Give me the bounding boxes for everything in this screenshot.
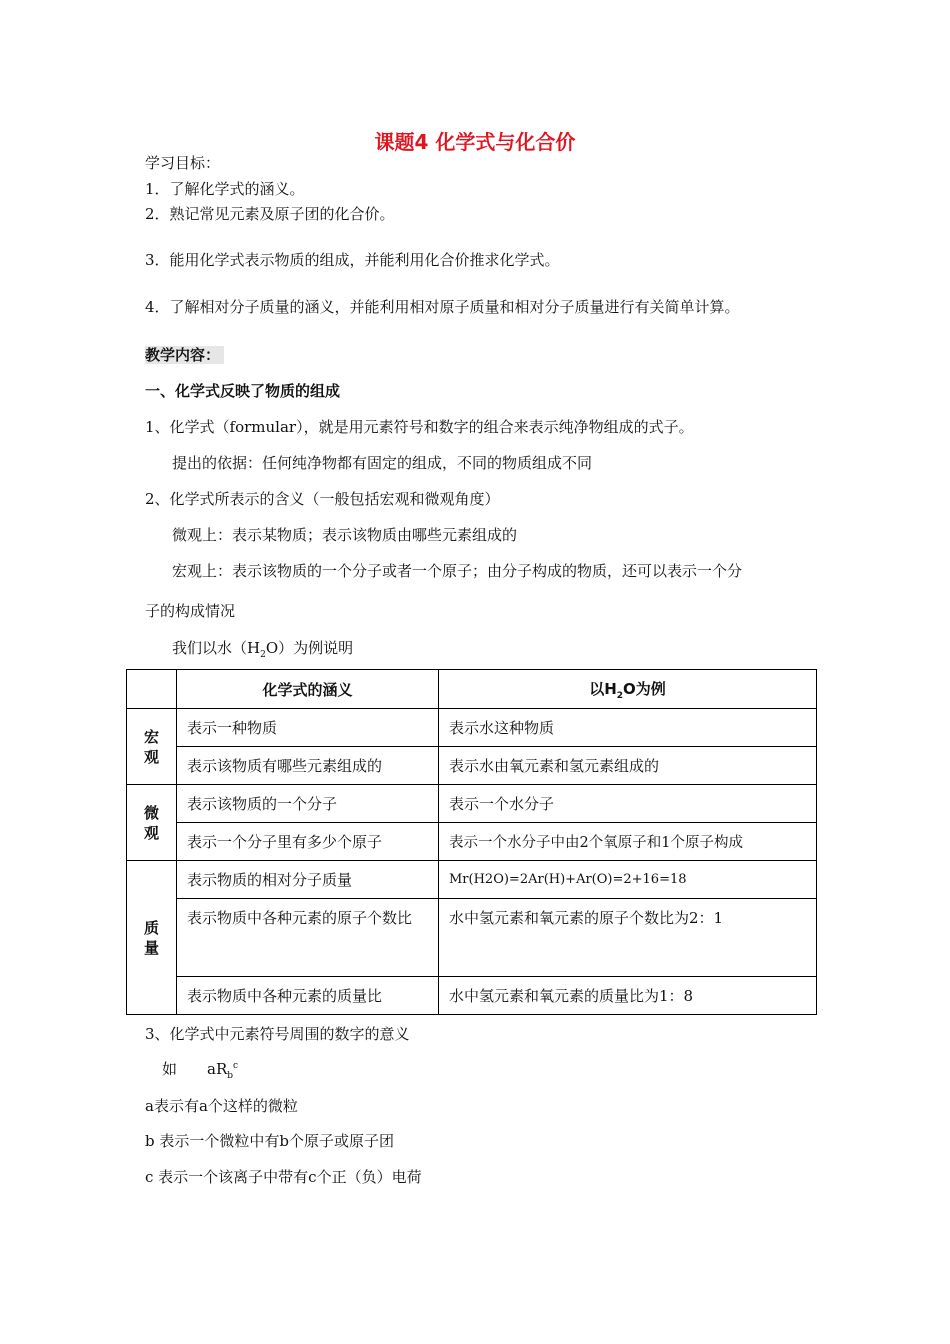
objective-item: 1．了解化学式的涵义。 [145,180,305,198]
table-cell: 表示一种物质 [177,709,439,747]
paragraph: 2、化学式所表示的含义（一般包括宏观和微观角度） [145,490,500,508]
paragraph: 1、化学式（formular），就是用元素符号和数字的组合来表示纯净物组成的式子。 [145,418,694,436]
table-row [127,823,817,861]
table-cell: 表示物质中各种元素的原子个数比 [177,899,439,977]
table-header-row [127,670,817,709]
group-label-micro: 微观 [127,785,177,861]
table-header-example: 以$H_2O$为例 [439,670,817,709]
table-header-meaning: 化学式的涵义 [177,670,439,709]
table-cell: 表示该物质的一个分子 [177,785,439,823]
objective-item: 2．熟记常见元素及原子团的化合价。 [145,205,395,223]
table-cell: 表示物质的相对分子质量 [177,861,439,899]
table-cell: 表示水由氧元素和氢元素组成的 [439,747,817,785]
table-cell: 水中氢元素和氧元素的质量比为1：8 [439,977,817,1015]
paragraph: 宏观上：表示该物质的一个分子或者一个原子；由分子构成的物质，还可以表示一个分 [172,562,743,580]
objective-item: 4．了解相对分子质量的涵义，并能利用相对原子质量和相对分子质量进行有关简单计算。 [145,298,740,316]
paragraph: 微观上：表示某物质；表示该物质由哪些元素组成的 [172,526,518,544]
table-row [127,977,817,1015]
page-title: 课题4 化学式与化合价 [374,130,576,154]
table-row [127,899,817,977]
table-cell: 表示一个水分子 [439,785,817,823]
table-cell: 表示物质中各种元素的质量比 [177,977,439,1015]
table-cell: 表示一个分子里有多少个原子 [177,823,439,861]
table-corner-cell [127,670,177,709]
objectives-heading: 学习目标： [145,154,221,172]
table-row [127,785,817,823]
paragraph: 提出的依据：任何纯净物都有固定的组成，不同的物质组成不同 [172,454,593,472]
section1-heading: 一、化学式反映了物质的组成 [145,382,341,400]
paragraph-water-example: 我们以水$(H_2O)$为例说明 [172,639,354,660]
table-row [127,709,817,747]
table-cell: 表示一个水分子中由2个氧原子和1个原子构成 [439,823,817,861]
table-cell: 表示该物质有哪些元素组成的 [177,747,439,785]
table-cell: Mr(H2O)=2Ar(H)+Ar(O)=2+16=18 [439,861,817,899]
objective-item: 3．能用化学式表示物质的组成，并能利用化合价推求化学式。 [145,251,560,269]
paragraph: 子的构成情况 [145,602,236,620]
section3-heading: 3、化学式中元素符号周围的数字的意义 [145,1025,410,1043]
table-cell: 表示水这种物质 [439,709,817,747]
table-row [127,747,817,785]
meaning-table [126,669,817,1015]
notation-example: 如 $aR_b^c$ [162,1060,239,1081]
group-label-macro: 宏观 [127,709,177,785]
notation-b: b 表示一个微粒中有b个原子或原子团 [145,1132,394,1150]
content-heading: 教学内容： [145,344,224,365]
group-label-mass: 质量 [127,861,177,1015]
table-cell: 水中氢元素和氧元素的原子个数比为2：1 [439,899,817,977]
table-row [127,861,817,899]
notation-c: c 表示一个该离子中带有c个正（负）电荷 [145,1168,422,1186]
notation-a: a表示有a个这样的微粒 [145,1097,298,1115]
